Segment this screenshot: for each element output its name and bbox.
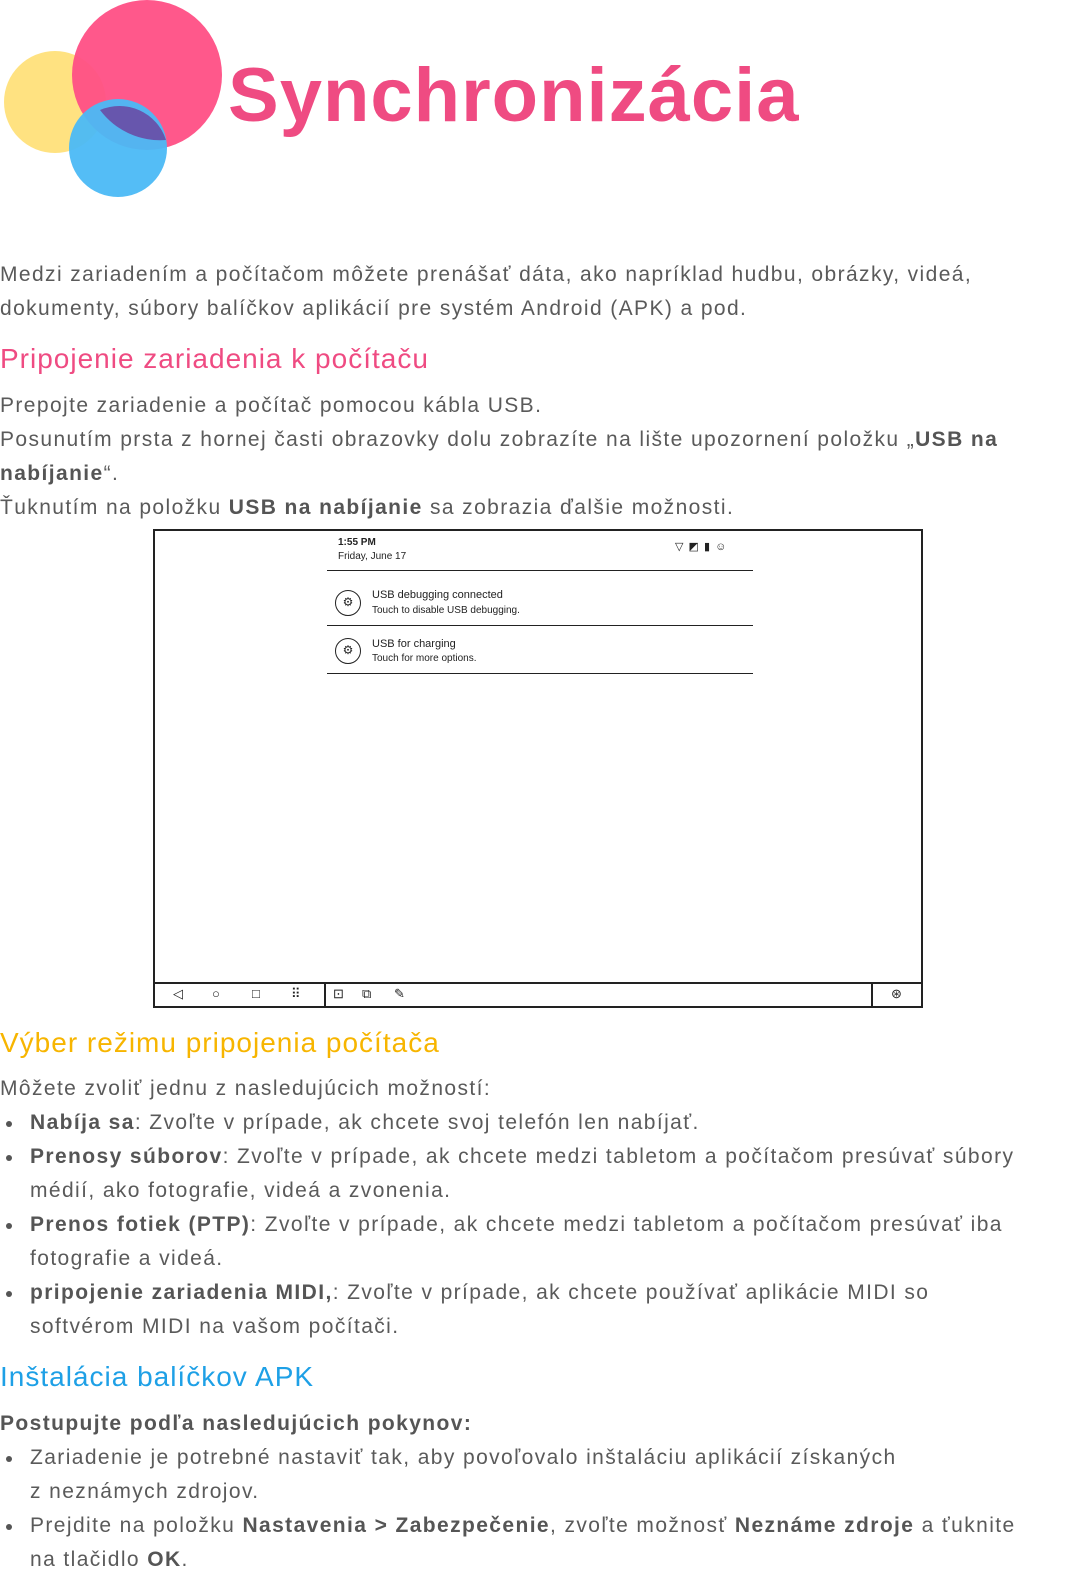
section-heading-mode: Výber režimu pripojenia počítača: [0, 1027, 440, 1058]
connect-line-2: Posunutím prsta z hornej časti obrazovky dolu zobrazíte na lište upozornení položku „USB na: [0, 428, 999, 451]
list-item: Prejdite na položku Nastavenia > Zabezpečenie, zvoľte možnosť Neznáme zdroje a ťuknite: [30, 1514, 1016, 1537]
list-item-cont: na tlačidlo OK.: [30, 1548, 189, 1571]
section-heading-apk: Inštalácia balíčkov APK: [0, 1361, 315, 1392]
list-item: Prenos fotiek (PTP): Zvoľte v prípade, ak chcete medzi tabletom a počítačom presúvať iba: [30, 1213, 1003, 1236]
bullet: [6, 1155, 12, 1161]
pen-tool-icon[interactable]: ✎: [394, 986, 405, 1001]
settings-shortcut-icon[interactable]: ⊛: [891, 986, 902, 1001]
page-title: Synchronizácia: [228, 53, 800, 138]
usb-debug-icon: ⚙: [335, 590, 361, 616]
mode-intro: Môžete zvoliť jednu z nasledujúcich možností:: [0, 1077, 492, 1100]
status-time: 1:55 PM: [338, 537, 376, 548]
usb-charging-icon: ⚙: [335, 638, 361, 664]
connect-line-1: Prepojte zariadenie a počítač pomocou kábla USB.: [0, 394, 543, 417]
divider: [327, 570, 753, 571]
list-item-cont: fotografie a videá.: [30, 1247, 224, 1270]
usb-charging-label: USB na: [915, 428, 999, 451]
bullet: [6, 1291, 12, 1297]
list-item: Prenosy súborov: Zvoľte v prípade, ak chcete medzi tabletom a počítačom presúvať súbory: [30, 1145, 1015, 1168]
bullet: [6, 1121, 12, 1127]
list-item-cont: softvérom MIDI na vašom počítači.: [30, 1315, 400, 1338]
nav-divider: [324, 984, 326, 1006]
nav-bar: [155, 982, 921, 1006]
intro-line-2: dokumenty, súbory balíčkov aplikácií pre systém Android (APK) a pod.: [0, 297, 748, 320]
apk-intro: Postupujte podľa nasledujúcich pokynov:: [0, 1412, 473, 1435]
divider: [327, 673, 753, 674]
bullet: [6, 1223, 12, 1229]
logo-circles: [0, 0, 225, 200]
notif2-title[interactable]: USB for charging: [372, 638, 456, 650]
apps-grid-icon[interactable]: ⠿: [291, 986, 301, 1001]
home-icon[interactable]: ○: [212, 986, 220, 1001]
notif1-title[interactable]: USB debugging connected: [372, 589, 503, 601]
list-item-cont: médií, ako fotografie, videá a zvonenia.: [30, 1179, 452, 1202]
list-item-cont: z neznámych zdrojov.: [30, 1480, 260, 1503]
notif1-subtitle: Touch to disable USB debugging.: [372, 605, 520, 616]
list-item: Zariadenie je potrebné nastaviť tak, aby povoľovalo inštaláciu aplikácií získaných: [30, 1446, 897, 1469]
section-heading-connect: Pripojenie zariadenia k počítaču: [0, 343, 429, 374]
list-item: Nabíja sa: Zvoľte v prípade, ak chcete svoj telefón len nabíjať.: [30, 1111, 700, 1134]
divider: [327, 625, 753, 626]
intro-line-1: Medzi zariadením a počítačom môžete prenášať dáta, ako napríklad hudbu, obrázky, videá,: [0, 263, 973, 286]
connect-line-3: nabíjanie“.: [0, 462, 120, 485]
bullet: [6, 1456, 12, 1462]
connect-line-4: Ťuknutím na položku USB na nabíjanie sa zobrazia ďalšie možnosti.: [0, 496, 735, 519]
notif2-subtitle: Touch for more options.: [372, 653, 477, 664]
back-icon[interactable]: ◁: [173, 986, 183, 1001]
status-icons: ▽ ◩ ▮ ☺: [675, 541, 728, 553]
nav-divider: [871, 984, 873, 1006]
recent-apps-icon[interactable]: □: [252, 986, 260, 1001]
screenshot-tool-icon[interactable]: ⊡: [333, 986, 344, 1001]
list-item: pripojenie zariadenia MIDI,: Zvoľte v prípade, ak chcete používať aplikácie MIDI so: [30, 1281, 930, 1304]
status-date: Friday, June 17: [338, 551, 407, 562]
window-tool-icon[interactable]: ⧉: [362, 986, 372, 1001]
bullet: [6, 1524, 12, 1530]
notification-screenshot: [153, 529, 923, 1008]
